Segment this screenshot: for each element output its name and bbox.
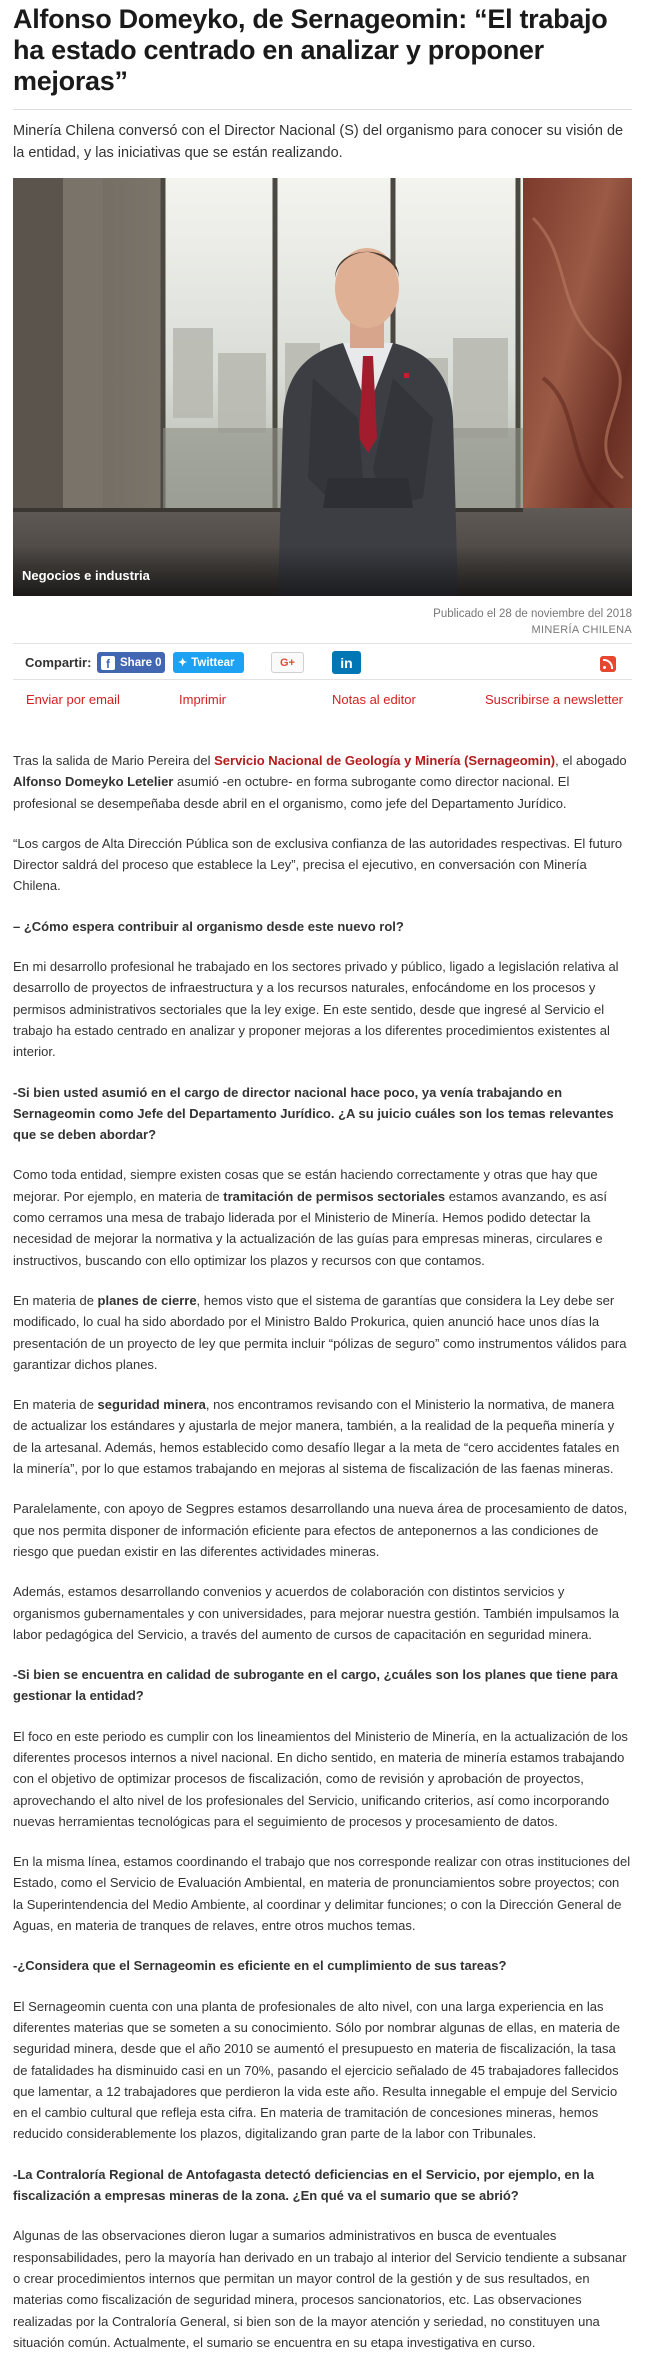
print-link[interactable]: Imprimir [179, 691, 226, 707]
interview-question: -Si bien usted asumió en el cargo de director nacional hace poco, ya venía trabajando en Sernageomin como Jefe del Departamento Jurídico. ¿A su juicio cuáles son los temas relevantes que se deben abordar? [13, 1084, 614, 1143]
text-run: , nos encontramos revisando con el Ministerio la normativa, de manera de actualizar los estándares y ajustarla de mejor manera, también, a la realidad de la pequeña minería y de la artesanal. Además, hemos establecido como desafío llegar a la meta de “cero accidentes fatales en la minería”, por lo que estamos trabajando en mejoras al sistema de fiscalización de las faenas mineras. [13, 1397, 620, 1477]
paragraph: Además, estamos desarrollando convenios y acuerdos de colaboración con distintos servicios y organismos gubernamentales y con universidades, para mejorar nuestra gestión. También impulsamos la labor pedagógica del Servicio, a través del aumento de cursos de capacitación en seguridad minera. [13, 1584, 620, 1642]
text-run: Como toda entidad, siempre existen cosas que se están haciendo correctamente y otras que hay que mejorar. Por ejemplo, en materia de [13, 1167, 598, 1204]
twitter-share-label: Twittear [191, 656, 235, 669]
interview-question: -¿Considera que el Sernageomin es eficiente en el cumplimiento de sus tareas? [13, 1958, 507, 1974]
interview-question: -Si bien se encuentra en calidad de subrogante en el cargo, ¿cuáles son los planes que tiene para gestionar la entidad? [13, 1667, 618, 1704]
paragraph: Paralelamente, con apoyo de Segpres estamos desarrollando una nueva área de procesamiento de datos, que nos permita disponer de información eficiente para efectos de anteponernos a las condiciones de riesgo que puedan existir en las diferentes actividades mineras. [13, 1501, 628, 1559]
sernageomin-link[interactable]: Servicio Nacional de Geología y Minería (Sernageomin) [214, 753, 556, 768]
article-lead: Minería Chilena conversó con el Director Nacional (S) del organismo para conocer su visión de la entidad, y las iniciativas que se están realizando. [13, 123, 624, 161]
share-label: Compartir: [25, 655, 92, 670]
googleplus-share-button[interactable]: G+ [271, 652, 304, 673]
text-run: En materia de [13, 1397, 98, 1413]
text-run: asumió -en octubre- en forma subrogante como director nacional. El profesional se desempeñaba desde abril en el organismo, como jefe del Departamento Jurídico. [13, 774, 570, 811]
text-run: En materia de [13, 1292, 98, 1308]
article-photo [13, 178, 632, 596]
facebook-share-button[interactable] [97, 652, 165, 673]
paragraph [13, 1394, 632, 1479]
publish-date: Publicado el 28 de noviembre del 2018 [433, 608, 632, 620]
person-name: Alfonso Domeyko Letelier [13, 774, 174, 790]
emphasis: seguridad minera [97, 1397, 206, 1413]
facebook-icon: f [101, 656, 115, 670]
article-title: Alfonso Domeyko, de Sernageomin: “El trabajo ha estado centrado en analizar y proponer mejoras” [13, 4, 608, 96]
text-run: , hemos visto que el sistema de garantías que considera la Ley debe ser modificado, lo cual ha sido abordado por el Ministro Baldo Prokurica, quien anunció hace unos días la presentación de un proyecto de ley que permita incluir “pólizas de seguro” como instrumentos válidos para garantizar dichos planes. [13, 1292, 627, 1372]
interview-question: – ¿Cómo espera contribuir al organismo desde este nuevo rol? [13, 918, 404, 934]
paragraph [13, 1164, 632, 1270]
portrait-photo [13, 178, 632, 596]
text-run: , el abogado [555, 753, 627, 768]
twitter-share-button[interactable] [173, 652, 244, 673]
twitter-icon: ✦ [178, 657, 188, 669]
paragraph: El foco en este periodo es cumplir con los lineamientos del Ministerio de Minería, en la actualización de los diferentes procesos internos a nivel nacional. En dicho sentido, en materia de minería estamos trabajando con el objetivo de optimizar procesos de fiscalización, como de revisión y aprobación de proyectos, aprovechando el alto nivel de los profesionales del Servicio, unificando criterios, así como incorporando nuevas herramientas tecnológicas para el seguimiento de procesos y procesamiento de datos. [13, 1728, 628, 1829]
text-run: Tras la salida de Mario Pereira del [13, 753, 215, 768]
photo-category-label[interactable]: Negocios e industria [22, 568, 150, 583]
linkedin-icon: in [340, 654, 353, 671]
paragraph: En mi desarrollo profesional he trabajado en los sectores privado y público, ligado a legislación relativa al desarrollo de proyectos de infraestructura y a los recursos naturales, enfocándome en los procesos y permisos administrativos sectoriales que la ley exige. En este sentido, desde que ingresé al Servicio el trabajo ha estado centrado en analizar y proponer mejoras a los diferentes procedimientos existentes al interior. [13, 959, 619, 1060]
paragraph: “Los cargos de Alta Dirección Pública son de exclusiva confianza de las autoridades respectivas. El futuro Director saldrá del proceso que establece la Ley”, precisa el ejecutivo, en conversación con Minería Chilena. [13, 835, 623, 894]
text-run: estamos avanzando, es así como cerramos una mesa de trabajo liderada por el Ministerio de Minería. Hemos podido detectar la necesidad de mejorar la normativa y la actualización de las guías para empresas mineras, circulares e instructivos, buscando con ello optimizar los plazos y recursos con que contamos. [13, 1188, 607, 1268]
rss-icon[interactable] [600, 656, 616, 672]
emphasis: planes de cierre [97, 1292, 197, 1308]
paragraph [13, 1290, 632, 1375]
article-actions [13, 680, 632, 716]
paragraph: Algunas de las observaciones dieron lugar a sumarios administrativos en busca de eventuales responsabilidades, pero la mayoría han derivado en un trabajo al interior del Servicio tendiente a subsanar o crear procedimientos internos que permitan un mayor control de la gestión y de sus resultados, en materias como fiscalización de seguridad minera, procesos sancionatorios, etc. Las observaciones realizadas por la Contraloría General, si bien son de la mayor atención y seriedad, no constituyen una situación común. Actualmente, el sumario se encuentra en su etapa investigativa en curso. [13, 2228, 627, 2350]
newsletter-link[interactable]: Suscribirse a newsletter [485, 691, 623, 707]
paragraph [13, 750, 632, 814]
share-bar [13, 643, 632, 680]
article-body [13, 750, 632, 2353]
article-meta [13, 606, 632, 638]
paragraph: El Sernageomin cuenta con una planta de profesionales de alto nivel, con una larga experiencia en las diferentes materias que se someten a su conocimiento. Sólo por nombrar algunas de ellas, en materia de seguridad minera, desde que el año 2010 se aumentó el presupuesto en materia de fiscalización, la tasa de fatalidades ha disminuido casi en un 70%, pasando el ejercicio señalado de 45 trabajadores fallecidos que lamentar, a 12 trabajadores que perdieron la vida este año. Resulta innegable el empuje del Servicio en el cambio cultural que refleja esta cifra. En materia de tramitación de concesiones mineras, hemos reducido considerablemente los plazos, digitalizando gran parte de la labor con Tribunales. [13, 1998, 621, 2142]
facebook-share-label: Share 0 [120, 656, 162, 669]
photo-caption-overlay [13, 546, 632, 596]
title-divider [13, 109, 632, 110]
interview-question: -La Contraloría Regional de Antofagasta detectó deficiencias en el Servicio, por ejemplo, en la fiscalización a empresas mineras de la zona. ¿En qué va el sumario que se abrió? [13, 2166, 595, 2204]
editor-notes-link[interactable]: Notas al editor [332, 691, 416, 707]
linkedin-share-button[interactable] [332, 651, 361, 674]
article-source: MINERÍA CHILENA [531, 624, 632, 636]
paragraph: En la misma línea, estamos coordinando el trabajo que nos corresponde realizar con otras instituciones del Estado, como el Servicio de Evaluación Ambiental, en materia de pronunciamientos sobre proyectos; con la Superintendencia del Medio Ambiente, al coordinar y delimitar funciones; o con la Dirección General de Aguas, en materia de tranques de relaves, entre otros muchos temas. [13, 1854, 631, 1934]
emphasis: tramitación de permisos sectoriales [223, 1188, 446, 1204]
email-link[interactable]: Enviar por email [26, 691, 120, 707]
